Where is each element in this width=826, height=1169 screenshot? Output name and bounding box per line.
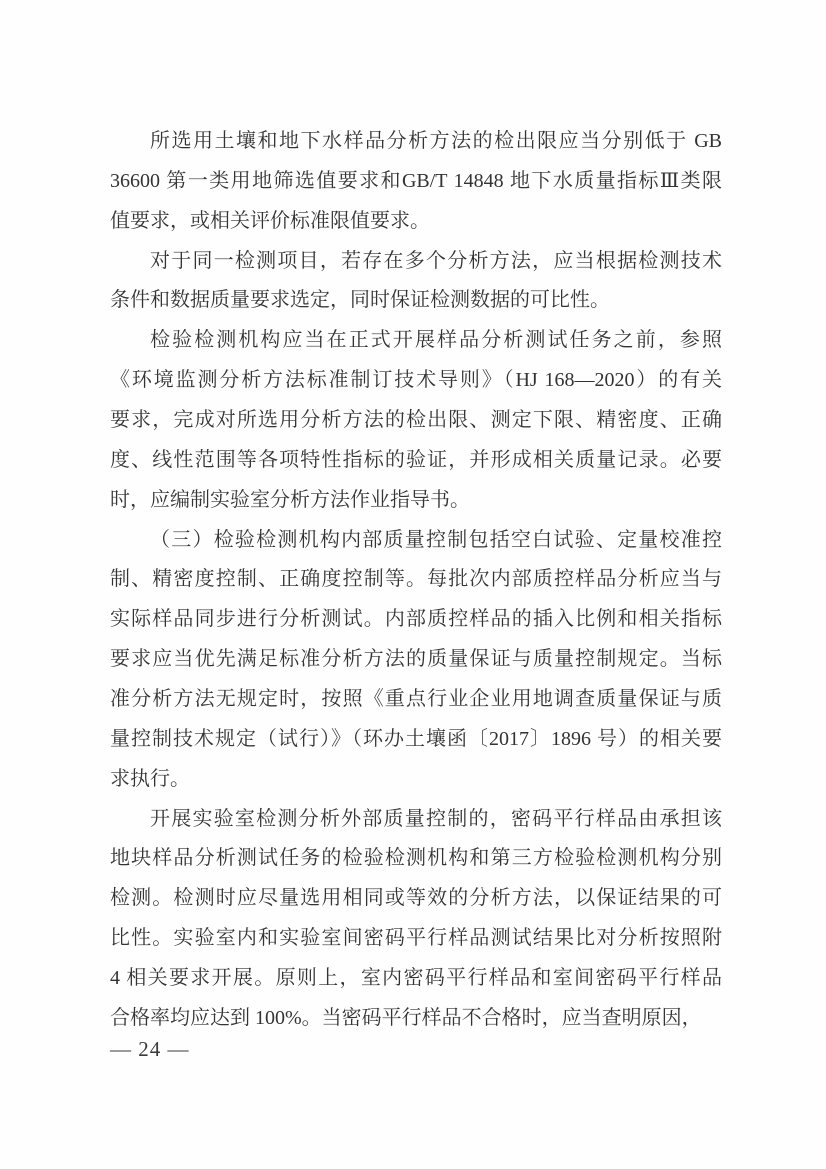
text-line: 地块样品分析测试任务的检验检测机构和第三方检验检测机构分别 xyxy=(110,847,722,870)
text-line: 比性。实验室内和实验室间密码平行样品测试结果比对分析按照附 xyxy=(110,927,722,950)
text-line: （三）检验检测机构内部质量控制包括空白试验、定量校准控 xyxy=(150,528,722,551)
text-line: 检验检测机构应当在正式开展样品分析测试任务之前，参照 xyxy=(150,329,722,352)
text-line: 36600 第一类用地筛选值要求和GB/T 14848 地下水质量指标Ⅲ类限 xyxy=(110,169,722,192)
text-line: 量控制技术规定（试行）》（环办土壤函〔2017〕1896 号）的相关要 xyxy=(110,727,722,750)
text-line: 所选用土壤和地下水样品分析方法的检出限应当分别低于 GB xyxy=(150,130,722,152)
text-line: 实际样品同步进行分析测试。内部质控样品的插入比例和相关指标 xyxy=(110,608,722,631)
text-line: 开展实验室检测分析外部质量控制的，密码平行样品由承担该 xyxy=(150,807,722,830)
text-line: 要求应当优先满足标准分析方法的质量保证与质量控制规定。当标 xyxy=(110,648,722,671)
text-line: 要求，完成对所选用分析方法的检出限、测定下限、精密度、正确 xyxy=(110,409,722,432)
text-line: 检测。检测时应尽量选用相同或等效的分析方法，以保证结果的可 xyxy=(110,887,722,910)
text-line: 合格率均应达到 100%。当密码平行样品不合格时，应当查明原因， xyxy=(110,1006,702,1029)
text-line: 制、精密度控制、正确度控制等。每批次内部质控样品分析应当与 xyxy=(110,568,722,591)
text-line: 值要求，或相关评价标准限值要求。 xyxy=(110,209,430,232)
text-line: 条件和数据质量要求选定，同时保证检测数据的可比性。 xyxy=(110,289,610,312)
text-line: 对于同一检测项目，若存在多个分析方法，应当根据检测技术 xyxy=(150,249,722,272)
text-line: 求执行。 xyxy=(110,767,190,790)
text-line: 度、线性范围等各项特性指标的验证，并形成相关质量记录。必要 xyxy=(110,448,722,471)
text-line: 准分析方法无规定时，按照《重点行业企业用地调查质量保证与质 xyxy=(110,688,722,711)
document-body xyxy=(110,122,722,1039)
text-line: 4 相关要求开展。原则上，室内密码平行样品和室间密码平行样品 xyxy=(110,967,722,990)
text-line: 时，应编制实验室分析方法作业指导书。 xyxy=(110,488,470,511)
page-number: — 24 — xyxy=(110,1037,190,1061)
text-line: 《环境监测分析方法标准制订技术导则》（HJ 168—2020）的有关 xyxy=(110,369,722,392)
